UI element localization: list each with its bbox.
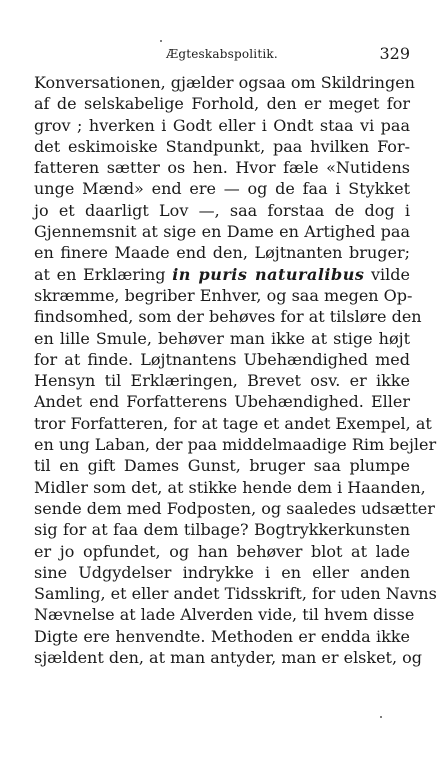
text-line: sjældent den, at man antyder, man er elsket, og: [34, 648, 423, 668]
text-line: unge Mænd» end ere — og de faa i Stykket: [34, 179, 410, 199]
text-line: Nævnelse at lade Alverden vide, til hvem disse: [34, 605, 415, 625]
page-number: 329: [379, 44, 410, 63]
text-line: grov ; hverken i Godt eller i Ondt staa vi paa: [34, 115, 410, 135]
text-line: Midler som det, at stikke hende dem i Haanden,: [34, 477, 426, 497]
text-line-with-emphasis: [34, 264, 410, 285]
body-text: [34, 72, 437, 668]
emphasized-phrase: in puris naturalibus: [172, 264, 365, 284]
text-line: fatteren sætter os hen. Hvor fæle «Nutidens: [34, 158, 410, 178]
text-line: findsomhed, som der behøves for at tilsløre den: [34, 307, 422, 327]
text-line: sig for at faa dem tilbage? Bogtrykkerkunsten: [34, 520, 410, 540]
line-text-after: vilde: [371, 264, 410, 284]
text-line: jo et daarligt Lov —, saa forstaa de dog i: [34, 200, 410, 220]
text-line: sine Udgydelser indrykke i en eller anden: [34, 562, 410, 582]
text-line: det eskimoiske Standpunkt, paa hvilken For-: [34, 136, 410, 156]
text-line: Samling, et eller andet Tidsskrift, for uden Navns: [34, 584, 437, 604]
text-line: Gjennemsnit at sige en Dame en Artighed paa: [34, 222, 410, 242]
text-line: er jo opfundet, og han behøver blot at lade: [34, 541, 410, 561]
text-line: en ung Laban, der paa middelmaadige Rim bejler: [34, 435, 437, 455]
text-line: skræmme, begriber Enhver, og saa megen Op-: [34, 285, 413, 305]
text-line: sende dem med Fodposten, og saaledes udsætter: [34, 498, 435, 518]
text-line: til en gift Dames Gunst, bruger saa plumpe: [34, 456, 410, 476]
page-header: [34, 42, 410, 66]
running-title: Ægteskabspolitik.: [166, 47, 278, 61]
text-line: Andet end Forfatterens Ubehændighed. Eller: [34, 392, 410, 412]
print-speck: [160, 40, 162, 42]
print-speck: [380, 716, 382, 718]
text-line: Hensyn til Erklæringen, Brevet osv. er ikke: [34, 371, 410, 391]
text-line: en finere Maade end den, Løjtnanten bruger;: [34, 243, 410, 263]
text-line: Konversationen, gjælder ogsaa om Skildringen: [34, 73, 415, 92]
text-line: tror Forfatteren, for at tage et andet Exempel, at: [34, 413, 432, 433]
text-line: af de selskabelige Forhold, den er meget for: [34, 94, 410, 114]
text-line: en lille Smule, behøver man ikke at stige højt: [34, 328, 410, 348]
line-text-before: at en Erklæring: [34, 264, 166, 284]
text-line: Digte ere henvendte. Methoden er endda ikke: [34, 626, 410, 646]
text-line: for at finde. Løjtnantens Ubehændighed med: [34, 349, 410, 369]
